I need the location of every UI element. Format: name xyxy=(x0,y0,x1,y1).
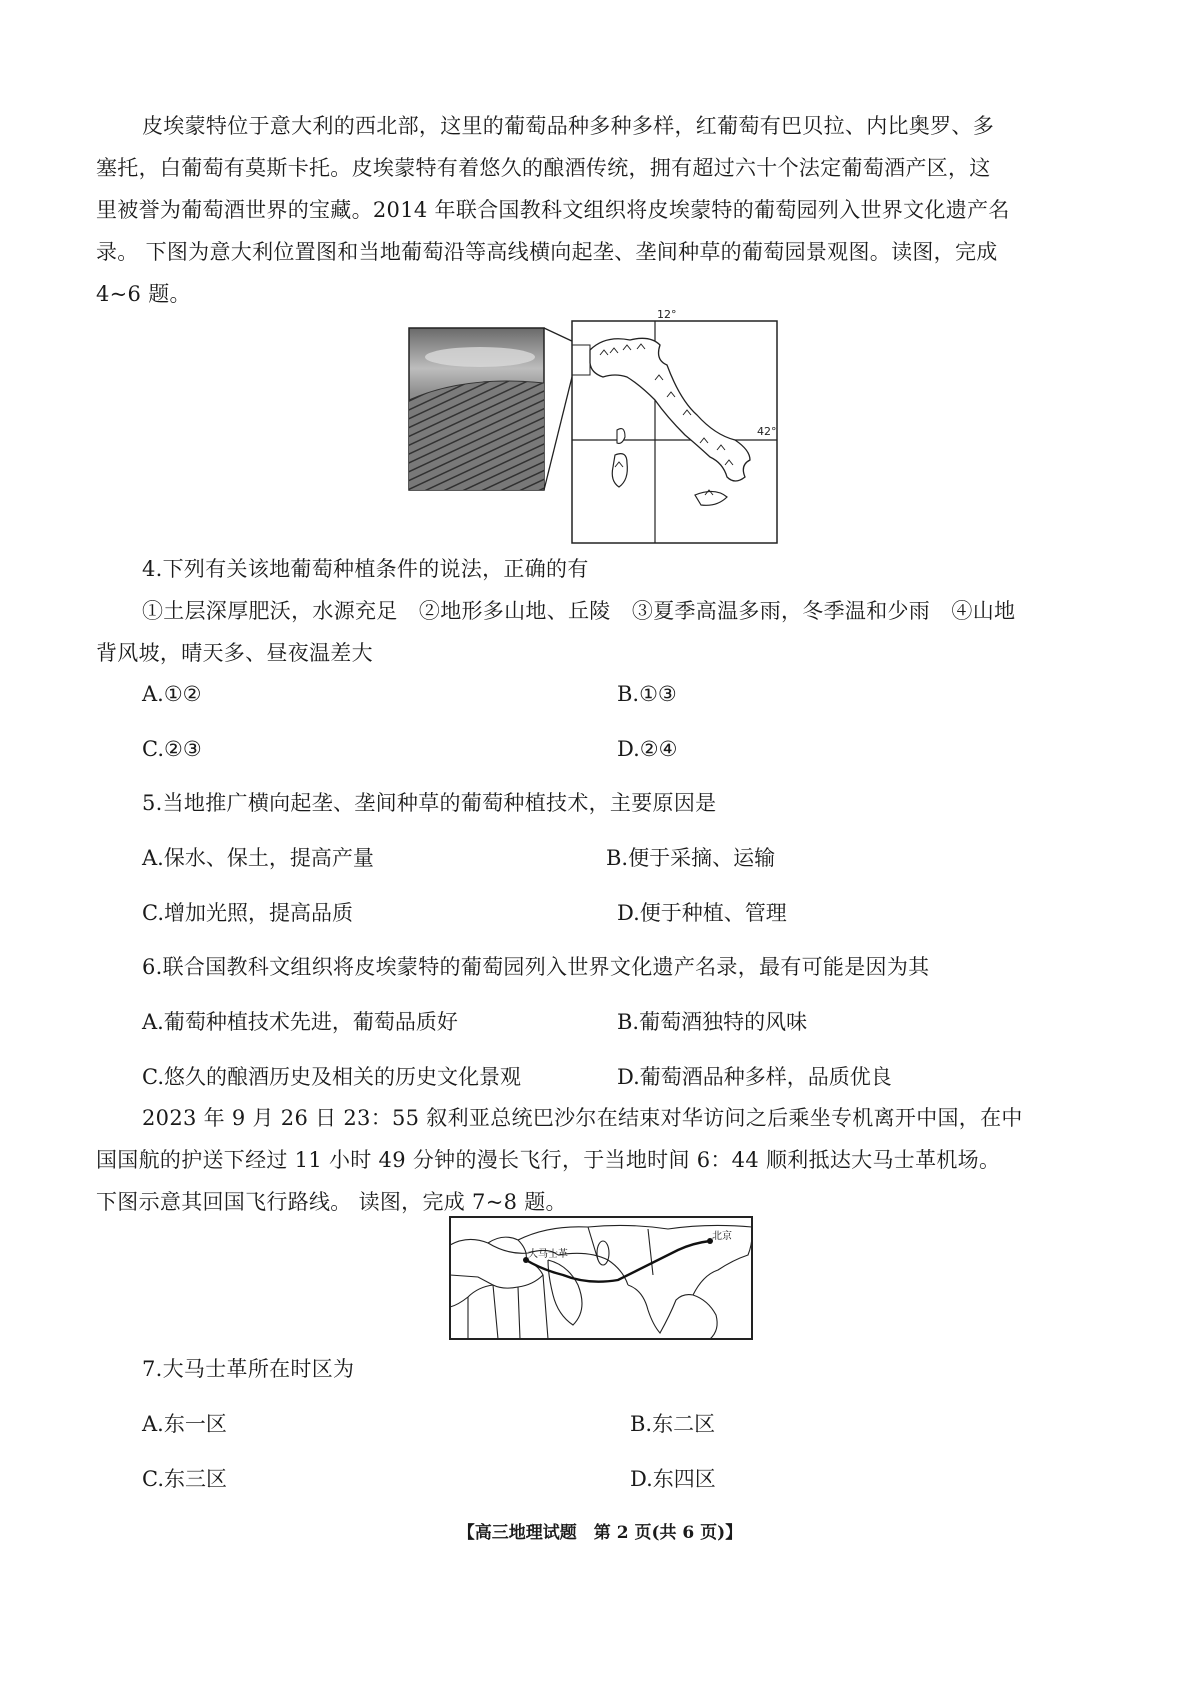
passage1-line5: 4~6 题。 xyxy=(96,282,191,306)
q6-stem: 6.联合国教科文组织将皮埃蒙特的葡萄园列入世界文化遗产名录，最有可能是因为其 xyxy=(142,955,930,979)
italy-figure xyxy=(405,305,785,545)
q5-option-a[interactable]: A.保水、保土，提高产量 xyxy=(142,846,374,870)
q7-option-c[interactable]: C.东三区 xyxy=(142,1467,227,1491)
q4-statements-line2: 背风坡，晴天多、昼夜温差大 xyxy=(96,641,373,665)
q4-option-c[interactable]: C.②③ xyxy=(142,737,202,761)
q6-option-c[interactable]: C.悠久的酿酒历史及相关的历史文化景观 xyxy=(142,1065,521,1089)
q6-option-d[interactable]: D.葡萄酒品种多样，品质优良 xyxy=(617,1065,892,1089)
damascus-label: 大马士革 xyxy=(528,1249,568,1260)
lon-12-label: 12° xyxy=(657,308,677,321)
passage2-line3: 下图示意其回国飞行路线。 读图，完成 7~8 题。 xyxy=(96,1190,567,1214)
q7-option-d[interactable]: D.东四区 xyxy=(630,1467,716,1491)
q5-stem: 5.当地推广横向起垄、垄间种草的葡萄种植技术，主要原因是 xyxy=(142,791,717,815)
q7-stem: 7.大马士革所在时区为 xyxy=(142,1357,355,1381)
passage1-line3: 里被誉为葡萄酒世界的宝藏。2014 年联合国教科文组织将皮埃蒙特的葡萄园列入世界文化遗产名 xyxy=(96,198,1010,222)
q4-statements-line1: ①土层深厚肥沃，水源充足 ②地形多山地、丘陵 ③夏季高温多雨，冬季温和少雨 ④山地 xyxy=(142,599,1016,623)
passage1-line1: 皮埃蒙特位于意大利的西北部，这里的葡萄品种多种多样，红葡萄有巴贝拉、内比奥罗、多 xyxy=(142,114,994,138)
q4-option-a[interactable]: A.①② xyxy=(142,682,202,706)
q4-stem: 4.下列有关该地葡萄种植条件的说法，正确的有 xyxy=(142,557,589,581)
italy-location-map xyxy=(572,321,777,543)
passage2-line1: 2023 年 9 月 26 日 23：55 叙利亚总统巴沙尔在结束对华访问之后乘坐专机离开中国，在中 xyxy=(142,1106,1023,1130)
q6-option-a[interactable]: A.葡萄种植技术先进，葡萄品质好 xyxy=(142,1010,458,1034)
q7-option-a[interactable]: A.东一区 xyxy=(142,1412,227,1436)
vineyard-photo xyxy=(409,328,544,490)
q4-option-b[interactable]: B.①③ xyxy=(617,682,677,706)
q5-option-d[interactable]: D.便于种植、管理 xyxy=(617,901,787,925)
q4-option-d[interactable]: D.②④ xyxy=(617,737,678,761)
beijing-label: 北京 xyxy=(712,1231,732,1242)
passage1-line4: 录。 下图为意大利位置图和当地葡萄沿等高线横向起垄、垄间种草的葡萄园景观图。读图，完成 xyxy=(96,240,998,264)
lat-42-label: 42° xyxy=(757,425,777,438)
page-footer: 【高三地理试题 第 2 页(共 6 页)】 xyxy=(457,1523,743,1543)
q6-option-b[interactable]: B.葡萄酒独特的风味 xyxy=(617,1010,808,1034)
q7-option-b[interactable]: B.东二区 xyxy=(630,1412,716,1436)
passage1-line2: 塞托，白葡萄有莫斯卡托。皮埃蒙特有着悠久的酿酒传统，拥有超过六十个法定葡萄酒产区，这 xyxy=(96,156,991,180)
q5-option-c[interactable]: C.增加光照，提高品质 xyxy=(142,901,353,925)
passage2-line2: 国国航的护送下经过 11 小时 49 分钟的漫长飞行，于当地时间 6：44 顺利抵达大马士革机场。 xyxy=(96,1148,1001,1172)
flight-route-map xyxy=(448,1215,754,1341)
q5-option-b[interactable]: B.便于采摘、运输 xyxy=(606,846,776,870)
